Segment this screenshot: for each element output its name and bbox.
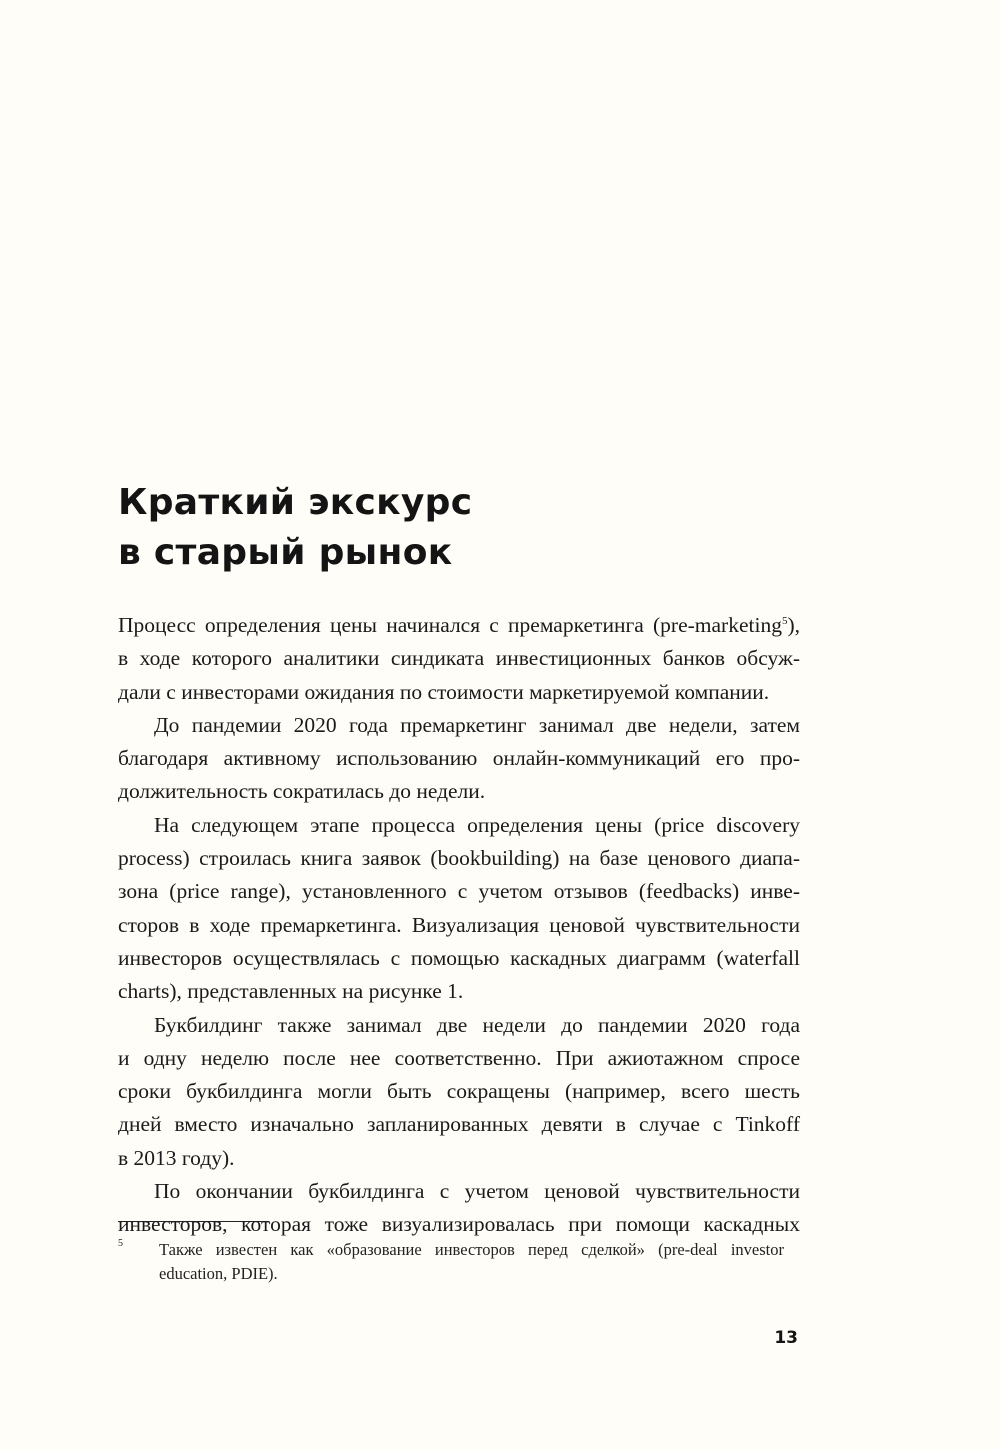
text-line: По окончании букбилдинга с учетом ценовой чувствительности	[154, 1179, 800, 1204]
text-line: в ходе которого аналитики синдиката инвестиционных банков обсуж-	[118, 646, 800, 671]
footnote-reference[interactable]: 5	[781, 615, 788, 627]
text-line: в 2013 году).	[118, 1145, 235, 1170]
footnote-line: Также известен как «образование инвесторов перед сделкой» (pre-deal investor	[159, 1240, 784, 1259]
footnote-divider	[118, 1221, 269, 1222]
body-text	[118, 609, 800, 1242]
text-line: Букбилдинг также занимал две недели до пандемии 2020 года	[154, 1012, 800, 1037]
chapter-title-line-2: в старый рынок	[118, 532, 453, 573]
footnote-number: 5	[118, 1238, 123, 1249]
text-line: инвесторов осуществлялась с помощью каскадных диаграмм (waterfall	[118, 945, 800, 970]
text-line: process) строилась книга заявок (bookbuilding) на базе ценового диапа-	[118, 846, 800, 871]
page-number: 13	[774, 1328, 798, 1348]
text-line: Процесс определения цены начинался с премаркетинга (pre-marketing$^5$),	[118, 613, 800, 637]
text-line: charts), представленных на рисунке 1.	[118, 979, 464, 1004]
text-line: дней вместо изначально запланированных девяти в случае с Tinkoff	[118, 1112, 800, 1137]
text-line: До пандемии 2020 года премаркетинг занимал две недели, затем	[154, 712, 800, 737]
text-line: сроки букбилдинга могли быть сокращены (например, всего шесть	[118, 1079, 800, 1104]
text-line: инвесторов, которая тоже визуализировалась при помощи каскадных	[118, 1212, 800, 1237]
text-line: зона (price range), установленного с учетом отзывов (feedbacks) инве-	[118, 879, 800, 904]
text-line: дали с инвесторами ожидания по стоимости маркетируемой компании.	[118, 679, 770, 704]
chapter-title	[118, 478, 818, 578]
text-line: сторов в ходе премаркетинга. Визуализация ценовой чувствительности	[118, 912, 800, 937]
footnote	[159, 1238, 784, 1286]
chapter-title-line-1: Краткий экскурс	[118, 482, 473, 523]
footnote-line: education, PDIE).	[159, 1264, 278, 1283]
text-line: благодаря активному использованию онлайн-коммуникаций его про-	[118, 746, 800, 771]
text-line: На следующем этапе процесса определения цены (price discovery	[154, 812, 800, 837]
text-line: и одну неделю после нее соответственно. При ажиотажном спросе	[118, 1045, 800, 1070]
text-line: должительность сократилась до недели.	[118, 779, 486, 804]
